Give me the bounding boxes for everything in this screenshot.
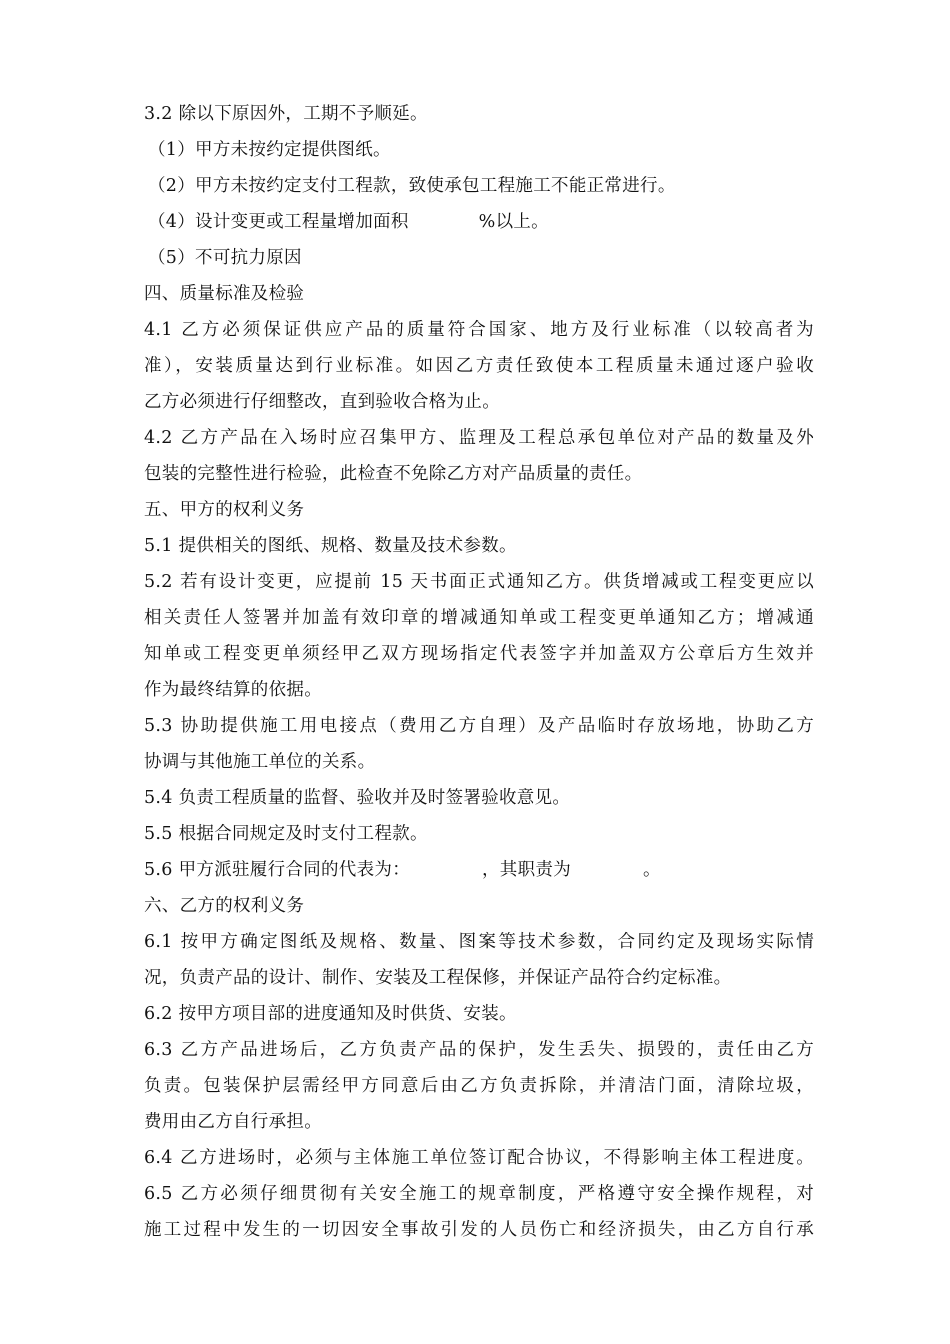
line-text: 6.4 乙方进场时，必须与主体施工单位签订配合协议，不得影响主体工程进度。 <box>144 1148 814 1168</box>
clause-5-3-line-2 <box>144 744 814 780</box>
line-text: 知单或工程变更单须经甲乙双方现场指定代表签字并加盖双方公章后方生效并 <box>144 644 814 664</box>
clause-5-2-line-4 <box>144 672 814 708</box>
clause-6-1-line-2 <box>144 960 814 996</box>
line-text: （4）设计变更或工程量增加面积 <box>148 212 409 232</box>
clause-4-1-line-1 <box>144 312 814 348</box>
line-text: （5）不可抗力原因 <box>148 248 302 268</box>
clause-5-4 <box>144 780 814 816</box>
clause-5-1 <box>144 528 814 564</box>
line-text: （1）甲方未按约定提供图纸。 <box>148 140 391 160</box>
clause-4-2-line-2 <box>144 456 814 492</box>
line-text: 5.3 协助提供施工用电接点（费用乙方自理）及产品临时存放场地，协助乙方 <box>144 716 814 736</box>
line-text: 包装的完整性进行检验，此检查不免除乙方对产品质量的责任。 <box>144 464 643 484</box>
clause-5-5 <box>144 816 814 852</box>
clause-6-5-line-2 <box>144 1212 814 1248</box>
line-text: 负责。包装保护层需经甲方同意后由乙方负责拆除，并清洁门面，清除垃圾， <box>144 1076 814 1096</box>
line-text: 5.2 若有设计变更，应提前 15 天书面正式通知乙方。供货增减或工程变更应以 <box>144 572 814 592</box>
line-text: 况，负责产品的设计、制作、安装及工程保修，并保证产品符合约定标准。 <box>144 968 732 988</box>
clause-5-2-line-2 <box>144 600 814 636</box>
line-text: 五、甲方的权利义务 <box>144 500 305 520</box>
clause-6-5-line-1 <box>144 1176 814 1212</box>
line-text: 4.1 乙方必须保证供应产品的质量符合国家、地方及行业标准（以较高者为 <box>144 320 814 340</box>
clause-4-1-line-3 <box>144 384 814 420</box>
clause-item-5 <box>144 240 814 276</box>
clause-item-2 <box>144 168 814 204</box>
line-text: 5.5 根据合同规定及时支付工程款。 <box>144 824 428 844</box>
line-text: 六、乙方的权利义务 <box>144 896 305 916</box>
line-text: 施工过程中发生的一切因安全事故引发的人员伤亡和经济损失，由乙方自行承 <box>144 1220 814 1240</box>
line-text: 5.4 负责工程质量的监督、验收并及时签署验收意见。 <box>144 788 571 808</box>
line-text: 6.2 按甲方项目部的进度通知及时供货、安装。 <box>144 1004 517 1024</box>
line-text: 4.2 乙方产品在入场时应召集甲方、监理及工程总承包单位对产品的数量及外 <box>144 428 814 448</box>
line-text: 准），安装质量达到行业标准。如因乙方责任致使本工程质量未通过逐户验收 <box>144 356 814 376</box>
clause-5-3-line-1 <box>144 708 814 744</box>
clause-4-1-line-2 <box>144 348 814 384</box>
line-text: 6.5 乙方必须仔细贯彻有关安全施工的规章制度，严格遵守安全操作规程，对 <box>144 1184 814 1204</box>
line-text: 6.3 乙方产品进场后，乙方负责产品的保护，发生丢失、损毁的，责任由乙方 <box>144 1040 814 1060</box>
line-text: 相关责任人签署并加盖有效印章的增减通知单或工程变更单通知乙方；增减通 <box>144 608 814 628</box>
line-text: 。 <box>643 860 661 880</box>
clause-5-2-line-3 <box>144 636 814 672</box>
line-text: 3.2 除以下原因外，工期不予顺延。 <box>144 104 428 124</box>
clause-6-3-line-3 <box>144 1104 814 1140</box>
clause-6-4 <box>144 1140 814 1176</box>
line-text: 5.1 提供相关的图纸、规格、数量及技术参数。 <box>144 536 517 556</box>
document-body <box>144 96 814 1248</box>
clause-item-1 <box>144 132 814 168</box>
line-text: 协调与其他施工单位的关系。 <box>144 752 376 772</box>
clause-item-4 <box>144 204 814 240</box>
clause-3-2 <box>144 96 814 132</box>
line-text: （2）甲方未按约定支付工程款，致使承包工程施工不能正常进行。 <box>148 176 676 196</box>
line-text: 5.6 甲方派驻履行合同的代表为： <box>144 860 410 880</box>
line-text: %以上。 <box>478 212 549 232</box>
clause-5-2-line-1 <box>144 564 814 600</box>
line-text: 乙方必须进行仔细整改，直到验收合格为止。 <box>144 392 500 412</box>
clause-6-3-line-2 <box>144 1068 814 1104</box>
line-text: 四、质量标准及检验 <box>144 284 305 304</box>
line-text: 费用由乙方自行承担。 <box>144 1112 322 1132</box>
section-heading-4 <box>144 276 814 312</box>
line-text: 作为最终结算的依据。 <box>144 680 322 700</box>
clause-4-2-line-1 <box>144 420 814 456</box>
clause-6-1-line-1 <box>144 924 814 960</box>
line-text: 6.1 按甲方确定图纸及规格、数量、图案等技术参数，合同约定及现场实际情 <box>144 932 814 952</box>
section-heading-5 <box>144 492 814 528</box>
clause-6-3-line-1 <box>144 1032 814 1068</box>
line-text: ，其职责为 <box>482 860 571 880</box>
section-heading-6 <box>144 888 814 924</box>
clause-5-6 <box>144 852 814 888</box>
clause-6-2 <box>144 996 814 1032</box>
